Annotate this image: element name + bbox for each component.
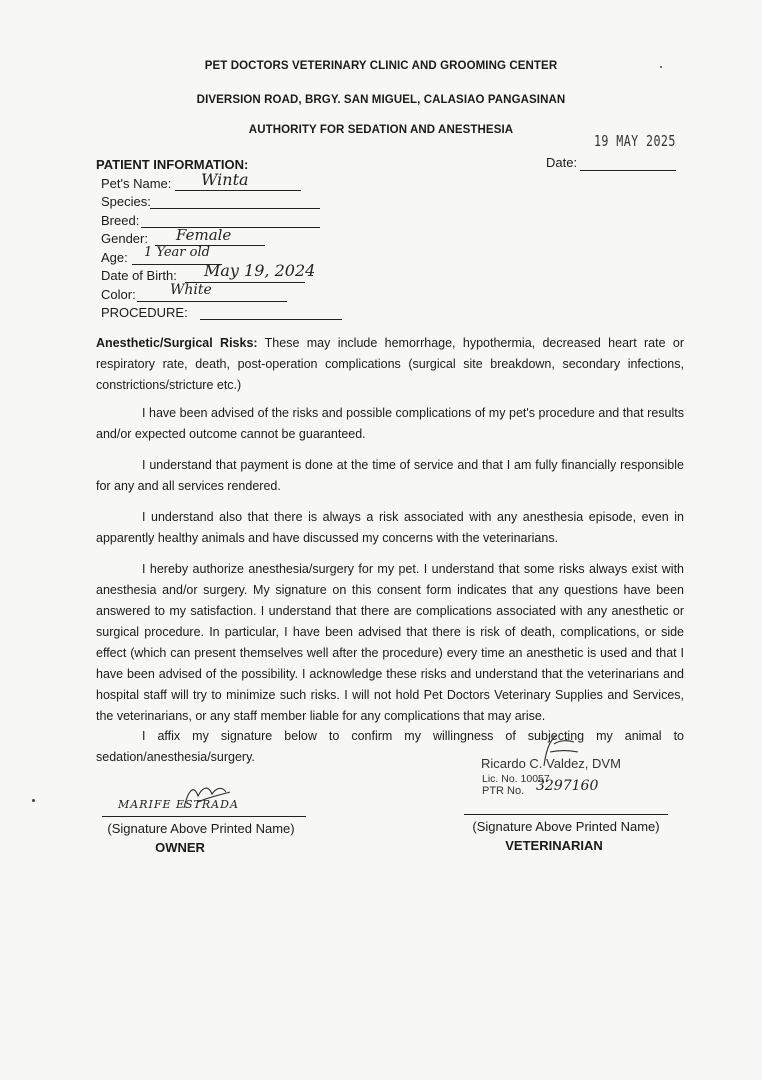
veterinarian-ptr-label: PTR No. (482, 785, 525, 797)
field-label: PROCEDURE: (101, 305, 188, 320)
field-line (175, 190, 301, 191)
field-label: Date of Birth: (101, 268, 177, 283)
patient-info-title: PATIENT INFORMATION: (96, 157, 249, 172)
veterinarian-ptr-value: 3297160 (536, 778, 599, 794)
age-value: 1 Year old (144, 245, 210, 260)
clinic-name: PET DOCTORS VETERINARY CLINIC AND GROOMING CENTER (204, 60, 558, 72)
date-stamp: 19 MAY 2025 (594, 132, 676, 150)
field-label: Gender: (101, 231, 148, 246)
date-label: Date: (546, 155, 578, 170)
field-label: Species: (101, 194, 151, 209)
risks-text: These may include hemorrhage, hypothermia, decreased heart rate or respiratory rate, death, post-operation complications (surgical site breakdown, secondary infections, constrictions/stricture etc.) (96, 336, 684, 392)
date-line (580, 170, 676, 171)
owner-printed-name: MARIFE ESTRADA (118, 798, 239, 811)
field-line (150, 208, 320, 209)
owner-role: OWNER (155, 840, 205, 855)
scan-speck (660, 66, 662, 68)
field-line (200, 319, 342, 320)
body-paragraph: I hereby authorize anesthesia/surgery for my pet. I understand that some risks always exist with anesthesia and/or surgery. My signature on this consent form indicates that any questions have been answered to my satisfaction. I understand that there are complications associated with any anesthetic or surgical procedure. In particular, I have been advised that there is risk of death, complications, or side effect (which can present themselves well after the procedure) every time an anesthetic is used and that I have been advised of the possibility. I acknowledge these risks and understand that the veterinarians and hospital staff will try to minimize such risks. I will not hold Pet Doctors Veterinary Supplies and Services, the veterinarians, or any staff member liable for any complications that may arise. (96, 562, 684, 723)
field-label: Pet's Name: (101, 176, 172, 191)
field-line (137, 301, 287, 302)
form-title: AUTHORITY FOR SEDATION AND ANESTHESIA (248, 124, 514, 136)
body-paragraph: I affix my signature below to confirm my willingness of subjecting my animal to sedation/anesthesia/surgery. (96, 729, 684, 764)
field-label: Color: (101, 287, 136, 302)
color-value: White (170, 282, 212, 298)
owner-signature-line (102, 816, 306, 817)
veterinarian-stamp-name: Ricardo C. Valdez, DVM (481, 756, 621, 771)
field-label: Age: (101, 250, 128, 265)
date-of-birth-value: May 19, 2024 (204, 261, 316, 280)
risks-paragraph (96, 333, 684, 396)
pet-name-value: Winta (201, 170, 249, 189)
body-paragraph: I have been advised of the risks and possible complications of my pet's procedure and that results and/or expected outcome cannot be guaranteed. (96, 406, 684, 441)
field-label: Breed: (101, 213, 140, 228)
owner-signature-caption: (Signature Above Printed Name) (107, 821, 295, 836)
risks-heading: Anesthetic/Surgical Risks: (96, 336, 258, 350)
veterinarian-license: Lic. No. 10057 (482, 773, 550, 785)
veterinarian-role: VETERINARIAN (505, 838, 603, 853)
clinic-address: DIVERSION ROAD, BRGY. SAN MIGUEL, CALASIAO PANGASINAN (196, 94, 566, 106)
gender-value: Female (176, 226, 232, 244)
veterinarian-signature-line (464, 814, 668, 815)
veterinarian-signature-caption: (Signature Above Printed Name) (472, 819, 660, 834)
body-paragraph: I understand also that there is always a risk associated with any anesthesia episode, even in apparently healthy animals and have discussed my concerns with the veterinarians. (96, 510, 684, 545)
scan-speck (32, 799, 35, 802)
body-paragraph: I understand that payment is done at the time of service and that I am fully financially responsible for any and all services rendered. (96, 458, 684, 493)
